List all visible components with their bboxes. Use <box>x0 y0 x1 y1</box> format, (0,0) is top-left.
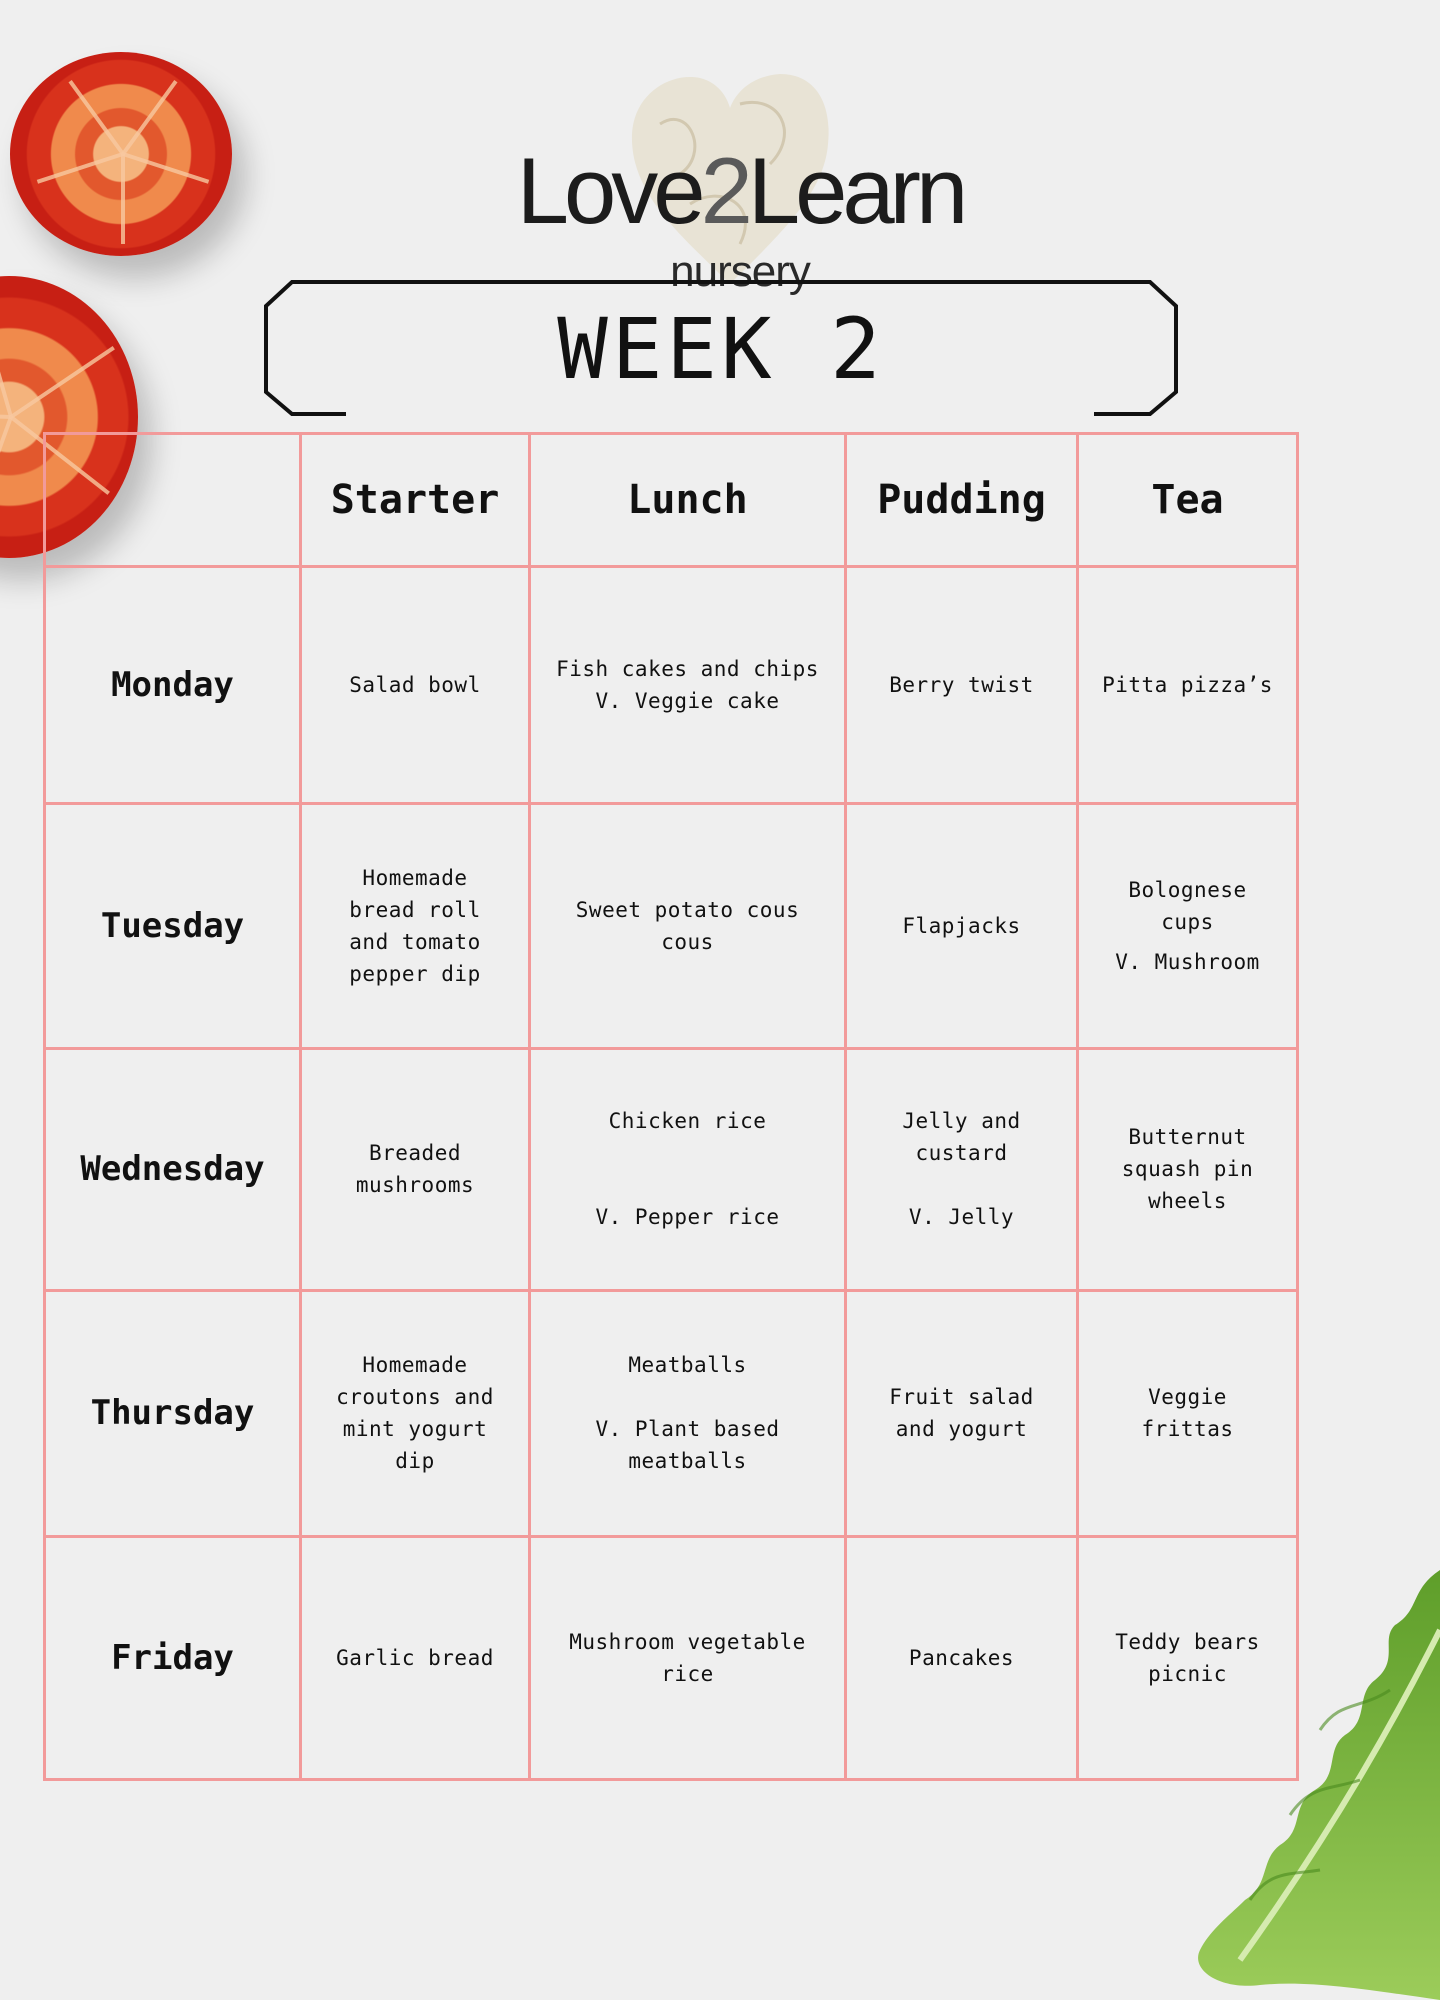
menu-cell: Jelly and custard V. Jelly <box>846 1048 1078 1290</box>
day-label: Thursday <box>45 1291 301 1536</box>
logo-wordmark: Love2Learn <box>516 138 964 243</box>
menu-cell: Fish cakes and chips V. Veggie cake <box>530 567 846 804</box>
menu-cell: Bolognese cups V. Mushroom <box>1078 804 1298 1048</box>
menu-cell: Garlic bread <box>301 1536 530 1779</box>
menu-cell: Homemade bread roll and tomato pepper dip <box>301 804 530 1048</box>
column-header: Starter <box>301 434 530 567</box>
menu-cell: Meatballs V. Plant based meatballs <box>530 1291 846 1536</box>
menu-cell: Sweet potato cous cous <box>530 804 846 1048</box>
menu-cell: Teddy bears picnic <box>1078 1536 1298 1779</box>
table-row <box>45 804 1298 1048</box>
menu-cell: Flapjacks <box>846 804 1078 1048</box>
logo-subtitle: nursery <box>670 247 810 296</box>
menu-cell: Berry twist <box>846 567 1078 804</box>
day-label: Tuesday <box>45 804 301 1048</box>
menu-cell: Mushroom vegetable rice <box>530 1536 846 1779</box>
column-header: Tea <box>1078 434 1298 567</box>
page-title: WEEK 2 <box>557 300 885 398</box>
table-row <box>45 567 1298 804</box>
tomato-slice-image <box>10 52 232 256</box>
column-header: Lunch <box>530 434 846 567</box>
menu-cell: Chicken rice V. Pepper rice <box>530 1048 846 1290</box>
menu-table <box>43 432 1299 1781</box>
menu-cell: Butternut squash pin wheels <box>1078 1048 1298 1290</box>
column-header: Pudding <box>846 434 1078 567</box>
table-row <box>45 1291 1298 1536</box>
table-row <box>45 1048 1298 1290</box>
menu-cell: Salad bowl <box>301 567 530 804</box>
menu-cell: Fruit salad and yogurt <box>846 1291 1078 1536</box>
table-row <box>45 1536 1298 1779</box>
nursery-logo <box>470 60 1010 300</box>
day-label: Monday <box>45 567 301 804</box>
week-banner <box>262 280 1180 418</box>
day-label: Friday <box>45 1536 301 1779</box>
corner-cell <box>45 434 301 567</box>
header-row <box>45 434 1298 567</box>
menu-cell: Pancakes <box>846 1536 1078 1779</box>
menu-cell: Breaded mushrooms <box>301 1048 530 1290</box>
menu-cell: Pitta pizza’s <box>1078 567 1298 804</box>
day-label: Wednesday <box>45 1048 301 1290</box>
menu-cell: Homemade croutons and mint yogurt dip <box>301 1291 530 1536</box>
menu-cell: Veggie frittas <box>1078 1291 1298 1536</box>
